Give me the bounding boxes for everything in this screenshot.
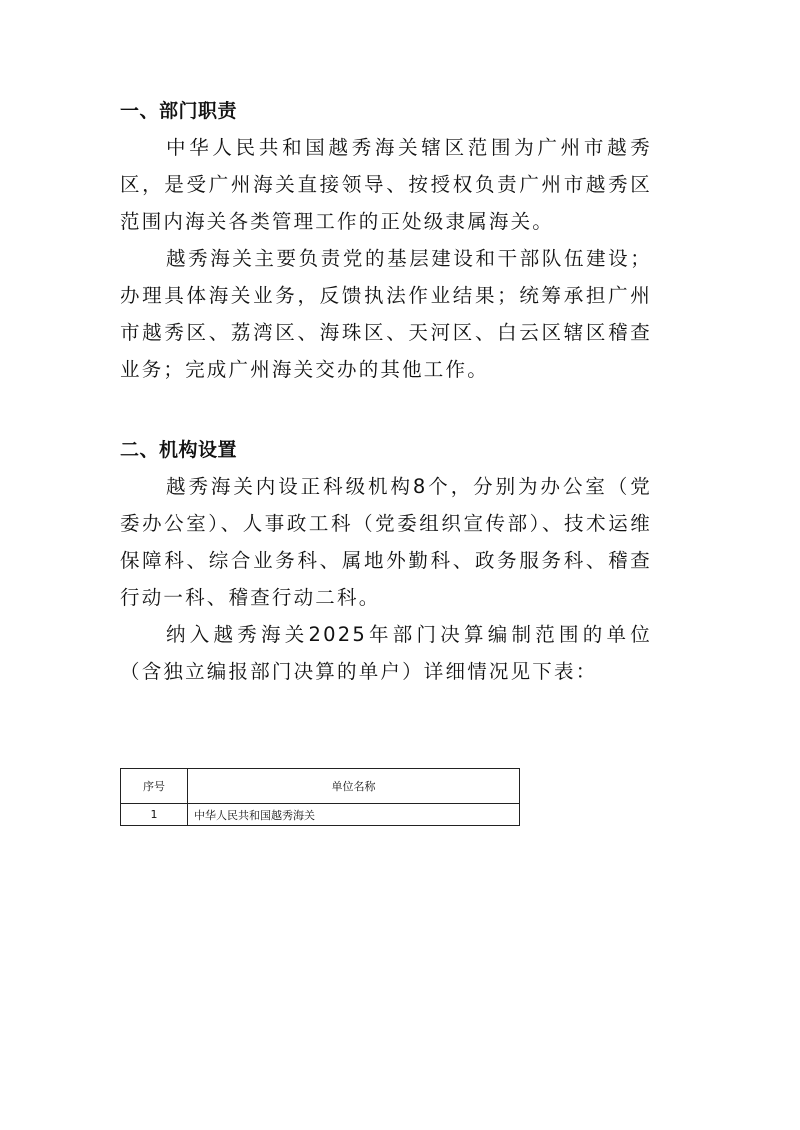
table-header-row: [121, 769, 520, 804]
section-2-paragraph-1: 越秀海关内设正科级机构8个，分别为办公室（党委办公室）、人事政工科（党委组织宣传部）、技术运维保障科、综合业务科、属地外勤科、政务服务科、稽查行动一科、稽查行动二科。: [120, 475, 652, 609]
header-serial-number: 序号: [121, 769, 188, 804]
section-2-paragraph-2: 纳入越秀海关2025年部门决算编制范围的单位（含独立编报部门决算的单户）详细情况见下表：: [120, 623, 652, 683]
header-unit-name: 单位名称: [188, 769, 520, 804]
section-1-paragraph-2: 越秀海关主要负责党的基层建设和干部队伍建设；办理具体海关业务，反馈执法作业结果；统筹承担广州市越秀区、荔湾区、海珠区、天河区、白云区辖区稽查业务；完成广州海关交办的其他工作。: [120, 247, 652, 381]
section-1-heading: 一、部门职责: [120, 100, 238, 122]
section-1-paragraph-1: 中华人民共和国越秀海关辖区范围为广州市越秀区，是受广州海关直接领导、按授权负责广州市越秀区范围内海关各类管理工作的正处级隶属海关。: [120, 136, 652, 233]
section-2-heading: 二、机构设置: [120, 439, 238, 461]
table-row: [121, 804, 520, 826]
cell-serial-number: 1: [121, 804, 188, 826]
unit-table: [120, 768, 520, 826]
cell-unit-name: 中华人民共和国越秀海关: [188, 804, 520, 826]
